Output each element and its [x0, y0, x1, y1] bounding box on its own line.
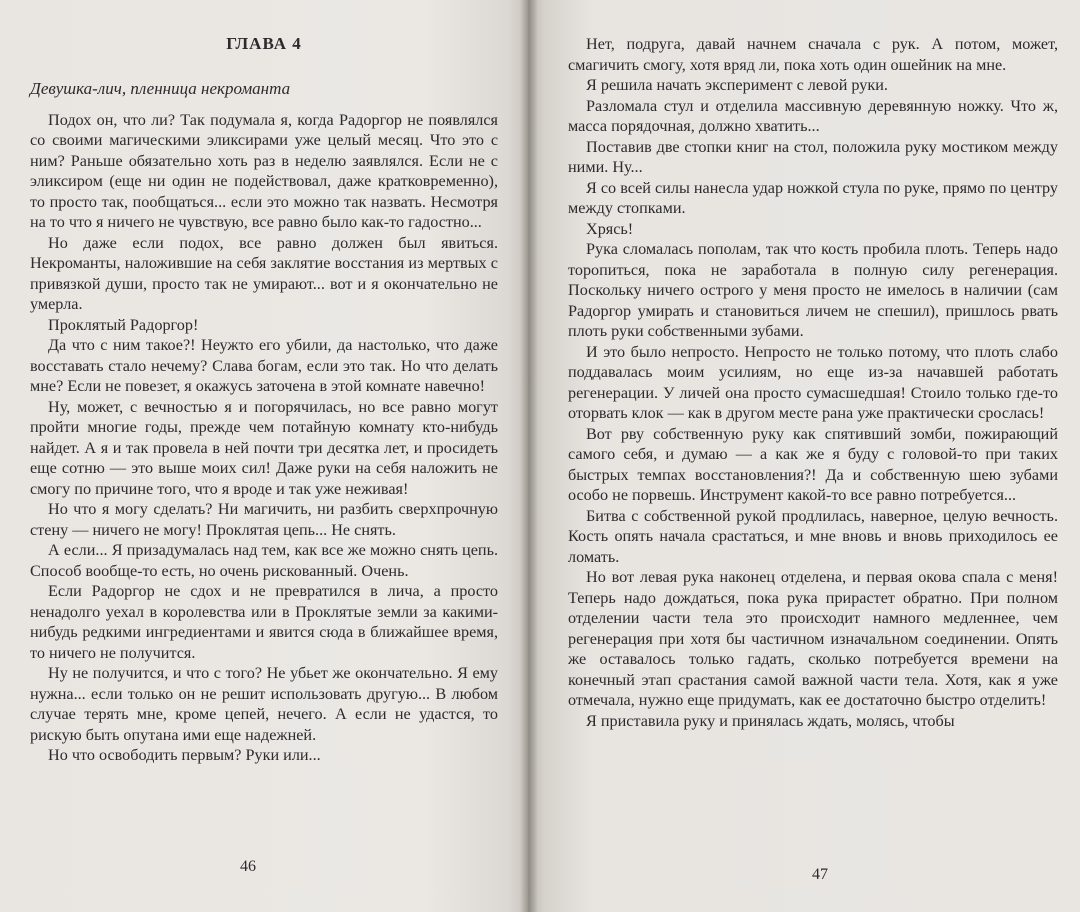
- paragraph: И это было непросто. Непросто не только потому, что плоть слабо поддавалась моим усилиям, но еще из-за начавшей работать регенерации. У личей она просто сумасшедшая! Стоило только где-то оторвать клок — как в другом месте рана уже практически срослась!: [568, 342, 1058, 422]
- paragraph: Я приставила руку и принялась ждать, молясь, чтобы: [586, 711, 955, 730]
- left-page-text: [30, 110, 498, 766]
- paragraph: Хрясь!: [586, 219, 634, 238]
- right-page: [528, 0, 1080, 912]
- paragraph: Ну, может, с вечностью я и погорячилась, но все равно могут пройти многие годы, прежде чем потайную комнату кто-нибудь найдет. А я и так провела в ней почти три десятка лет, и просидеть еще сотню — это выше моих сил! Даже руки на себя наложить не смогу по причине того, что я вроде и так уже неживая!: [30, 397, 498, 498]
- right-page-text: [568, 34, 1058, 731]
- paragraph: Я со всей силы нанесла удар ножкой стула по руке, прямо по центру между стопками.: [568, 178, 1058, 217]
- chapter-title: ГЛАВА 4: [226, 34, 302, 53]
- page-number-right: 47: [812, 866, 828, 883]
- paragraph: Ну не получится, и что с того? Не убьет же окончательно. Я ему нужна... если только он не решит использовать другую... В любом случае терять мне, кроме цепей, нечего. А если не удастся, то рискую быть опутана ими еще надежней.: [30, 664, 498, 744]
- paragraph: Но даже если подох, все равно должен был явиться. Некроманты, наложившие на себя заклятие восстания из мертвых с привязкой души, просто так не умирают... вот и я окончательно не умерла.: [30, 233, 498, 313]
- paragraph: Разломала стул и отделила массивную деревянную ножку. Что ж, масса порядочная, должно хватить...: [568, 96, 1058, 135]
- paragraph: Нет, подруга, давай начнем сначала с рук. А потом, может, смагичить смогу, хотя вряд ли, пока хоть один ошейник на мне.: [568, 35, 1058, 74]
- paragraph: Да что с ним такое?! Неужто его убили, да настолько, что даже восставать стало нечему? Слава богам, если это так. Но что делать мне? Если не повезет, я окажусь заточена в этой комнате навечно!: [30, 336, 498, 395]
- paragraph: Я решила начать эксперимент с левой руки.: [586, 76, 888, 94]
- page-number-left: 46: [240, 858, 256, 875]
- book-gutter: [520, 0, 538, 912]
- paragraph: Но что освободить первым? Руки или...: [48, 746, 321, 764]
- left-page: [0, 0, 528, 912]
- chapter-subtitle: Девушка-лич, пленница некроманта: [30, 79, 291, 98]
- paragraph: Но что я могу сделать? Ни магичить, ни разбить сверхпрочную стену — ничего не могу! Проклятая цепь... Не снять.: [30, 500, 498, 539]
- paragraph: А если... Я призадумалась над тем, как все же можно снять цепь. Способ вообще-то есть, но очень рискованный. Очень.: [30, 541, 498, 580]
- paragraph: Битва с собственной рукой продлилась, наверное, целую вечность. Кость опять начала срастаться, и мне вновь и вновь приходилось ее ломать.: [568, 506, 1058, 566]
- paragraph: Подох он, что ли? Так подумала я, когда Радоргор не появлялся со своими магическими эликсирами уже целый месяц. Что это с ним? Раньше обязательно хоть раз в неделю заявлялся. Если не с эликсиром (еще ни один не подействовал, даже кратковременно), то просто так, пообщаться... если это можно так назвать. Несмотря на то что я ничего не чувствую, все равно было как-то гадостно...: [30, 110, 498, 231]
- paragraph: Вот рву собственную руку как спятивший зомби, пожирающий самого себя, и думаю — а как же я буду с головой-то при таких быстрых темпах восстановления?! Да и собственную шею зубами особо не порвешь. Инструмент какой-то все равно потребуется...: [568, 424, 1058, 504]
- paragraph: Проклятый Радоргор!: [48, 315, 199, 334]
- paragraph: Поставив две стопки книг на стол, положила руку мостиком между ними. Ну...: [568, 137, 1058, 176]
- paragraph: Если Радоргор не сдох и не превратился в лича, а просто ненадолго уехал в королевства или в Проклятые земли за какими-нибудь редкими ингредиентами и явится сюда в ближайшее время, то ничего не получится.: [30, 582, 498, 662]
- paragraph: Но вот левая рука наконец отделена, и первая окова спала с меня! Теперь надо дождаться, пока рука прирастет обратно. При полном отделении части тела это происходит намного медленнее, чем регенерация при хотя бы частичном изначальном соединении. Опять же оставалось только гадать, сколько потребуется времени на конечный этап срастания самой важной части тела. Хотя, как я уже отмечала, нужно еще придумать, как ее достаточно быстро отделить!: [568, 568, 1058, 709]
- paragraph: Рука сломалась пополам, так что кость пробила плоть. Теперь надо торопиться, пока не заработала в полную силу регенерация. Поскольку ничего острого у меня просто не имелось в наличии (сам Радоргор умирать и становиться личем не спешил), пришлось рвать плоть руки собственными зубами.: [568, 240, 1058, 340]
